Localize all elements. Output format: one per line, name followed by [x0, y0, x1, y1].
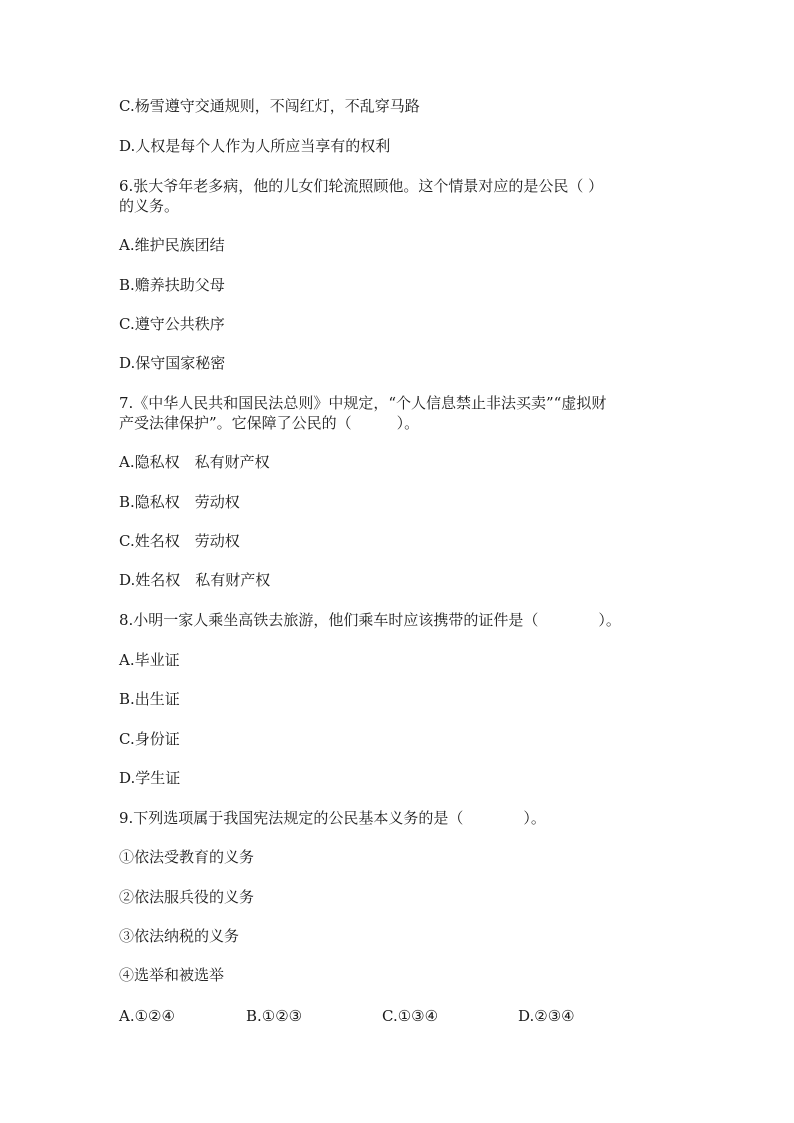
q7-stem	[119, 393, 667, 433]
q9-statement-4: ④选举和被选举	[119, 966, 225, 984]
q9-statement-2: ②依法服兵役的义务	[119, 888, 255, 906]
q9-statement-1: ①依法受教育的义务	[119, 848, 255, 866]
q6-option-c: C.遵守公共秩序	[119, 315, 225, 333]
q9-choice-c: C.①③④	[382, 1007, 439, 1025]
q7-stem-line-1: 7.《中华人民共和国民法总则》中规定，“个人信息禁止非法买卖”“虚拟财	[119, 394, 607, 412]
q9-stem: 9.下列选项属于我国宪法规定的公民基本义务的是（ ）。	[119, 809, 546, 827]
q9-statement-3: ③依法纳税的义务	[119, 927, 240, 945]
q9-choice-a: A.①②④	[119, 1007, 175, 1025]
q7-option-d: D.姓名权 私有财产权	[119, 571, 271, 589]
q6-option-a: A.维护民族团结	[119, 236, 225, 254]
q5-option-d: D.人权是每个人作为人所应当享有的权利	[119, 137, 391, 155]
q7-option-c: C.姓名权 劳动权	[119, 532, 240, 550]
q6-stem-line-2: 的义务。	[119, 197, 180, 215]
q8-option-c: C.身份证	[119, 730, 180, 748]
q8-stem: 8.小明一家人乘坐高铁去旅游，他们乘车时应该携带的证件是（ ）。	[119, 611, 621, 629]
q7-option-a: A.隐私权 私有财产权	[119, 453, 270, 471]
q7-option-b: B.隐私权 劳动权	[119, 493, 240, 511]
q8-option-b: B.出生证	[119, 690, 180, 708]
q6-stem	[119, 176, 667, 216]
q8-option-a: A.毕业证	[119, 651, 180, 669]
q6-option-b: B.赡养扶助父母	[119, 276, 225, 294]
q9-choices	[119, 1006, 599, 1026]
q5-option-c: C.杨雪遵守交通规则，不闯红灯，不乱穿马路	[119, 97, 420, 115]
q8-option-d: D.学生证	[119, 769, 181, 787]
q9-choice-d: D.②③④	[518, 1007, 575, 1025]
q6-option-d: D.保守国家秘密	[119, 354, 226, 372]
q6-stem-bracket: ）	[588, 177, 604, 195]
q6-stem-line-1	[119, 176, 667, 196]
q9-choice-b: B.①②③	[246, 1007, 303, 1025]
q6-stem-text: 6.张大爷年老多病，他的儿女们轮流照顾他。这个情景对应的是公民（	[119, 177, 584, 195]
q7-stem-line-2: 产受法律保护”。它保障了公民的（ ）。	[119, 414, 420, 432]
